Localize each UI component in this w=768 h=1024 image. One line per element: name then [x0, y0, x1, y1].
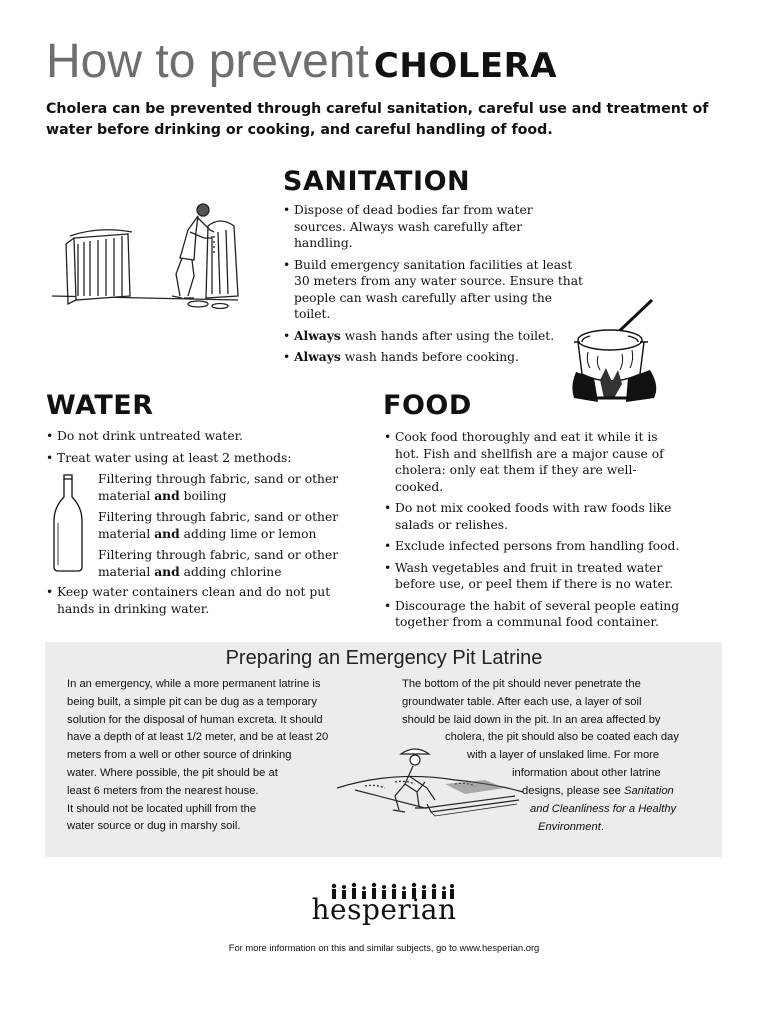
latrine-right-text-1: The bottom of the pit should never penetrate the groundwater table. After each use, a layer of soil should be laid down in the pit. In an area affected by [402, 678, 661, 726]
latrine-right-text-3: with a layer of unslaked lime. For more [467, 749, 660, 761]
list-item: • Build emergency sanitation facilities at least 30 meters from any water source. Ensure that people can wash carefully after using the toilet. [283, 257, 583, 323]
water-heading: WATER [46, 390, 154, 421]
water-list-bottom [46, 584, 341, 622]
list-item: • Always wash hands before cooking. [283, 349, 583, 366]
list-item: • Do not drink untreated water. [46, 428, 341, 445]
list-item: • Always wash hands after using the toilet. [283, 328, 583, 345]
page-title [46, 35, 558, 88]
cooking-pot-illustration-icon [568, 298, 664, 406]
list-item: • Cook food thoroughly and eat it while it is hot. Fish and shellfish are a major cause of cholera: only eat them if they are well-cooked. [384, 429, 684, 495]
latrine-right-text-4: information about other latrine [512, 767, 661, 779]
list-item: • Wash vegetables and fruit in treated water before use, or peel them if there is no water. [384, 560, 684, 593]
list-item: • Dispose of dead bodies far from water sources. Always wash carefully after handling. [283, 202, 583, 252]
list-item: • Treat water using at least 2 methods: [46, 450, 341, 467]
bottle-icon [52, 473, 84, 573]
method-item: Filtering through fabric, sand or other material and adding chlorine [98, 548, 339, 579]
list-item: • Keep water containers clean and do not put hands in drinking water. [46, 584, 341, 617]
latrine-right-text-7: Environment. [538, 821, 604, 833]
digging-person-illustration-icon [335, 740, 525, 822]
list-item: • Do not mix cooked foods with raw foods like salads or relishes. [384, 500, 684, 533]
footer-text: For more information on this and similar subjects, go to www.hesperian.org [228, 942, 540, 953]
method-item: Filtering through fabric, sand or other material and boiling [98, 472, 339, 503]
sanitation-list [283, 202, 583, 371]
latrine-right-text-5: designs, please see Sanitation [522, 785, 674, 797]
latrine-left-text: In an emergency, while a more permanent latrine is being built, a simple pit can be dug as a temporary solution for the disposal of human excreta. It should have a depth of at least 1/2 meter, and be at least 20 meters from a well or other source of drinking water. Where possible, the pit should be at least 6 meters from the nearest house. It should not be located uphill from the water source or dug in marshy soil. [67, 678, 329, 833]
title-bold: CHOLERA [373, 46, 558, 86]
food-list [384, 429, 684, 636]
treatment-methods [98, 471, 346, 585]
latrine-title: Preparing an Emergency Pit Latrine [225, 647, 543, 669]
water-list-top [46, 428, 341, 471]
hesperian-logo: hesperian [311, 893, 457, 926]
intro-text: Cholera can be prevented through careful sanitation, careful use and treatment of water before drinking or cooking, and careful handling of food. [46, 101, 709, 138]
sanitation-heading: SANITATION [283, 166, 471, 197]
handwashing-illustration-icon [48, 196, 258, 314]
method-item: Filtering through fabric, sand or other material and adding lime or lemon [98, 510, 339, 541]
list-item: • Discourage the habit of several people eating together from a communal food container. [384, 598, 684, 631]
food-heading: FOOD [383, 390, 472, 421]
latrine-right-text-6: and Cleanliness for a Healthy [530, 803, 677, 815]
list-item: • Exclude infected persons from handling food. [384, 538, 684, 555]
latrine-right-text-2: cholera, the pit should also be coated each day [445, 731, 679, 743]
title-light: How to prevent [46, 35, 369, 88]
